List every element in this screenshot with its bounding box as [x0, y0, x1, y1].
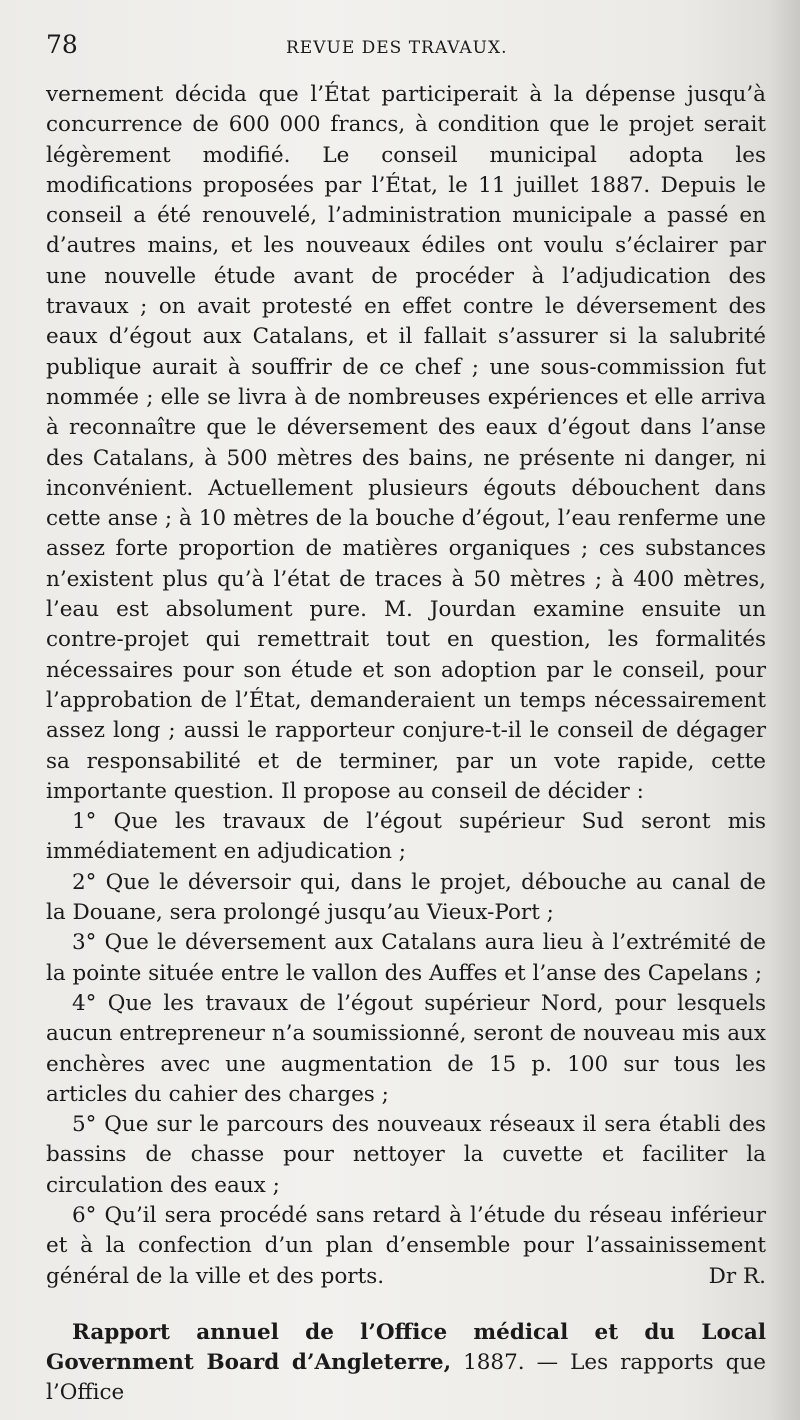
list-item: 2° Que le déversoir qui, dans le projet, débouche au canal de la Douane, sera prolongé jusqu’au Vieux-Port ;	[46, 869, 766, 926]
paragraph: vernement décida que l’État participerait à la dépense jusqu’à concurrence de 600 000 francs, à condition que le projet serait légèrement modifié. Le conseil municipal adopta les modifications proposées par l’État, le 11 juillet 1887. Depuis le conseil a été renouvelé, l’administration municipale a passé en d’autres mains, et les nouveaux édiles ont voulu s’éclairer par une nouvelle étude avant de procéder à l’adjudication des travaux ; on avait protesté en effet contre le déversement des eaux d’égout aux Catalans, et il fallait s’assurer si la salubrité publique aurait à souffrir de ce chef ; une sous-commission fut nommée ; elle se livra à de nombreuses expériences et elle arriva à reconnaître que le déversement des eaux d’égout dans l’anse des Catalans, à 500 mètres des bains, ne présente ni danger, ni inconvénient. Actuellement plusieurs égouts débouchent dans cette anse ; à 10 mètres de la bouche d’égout, l’eau renferme une assez forte proportion de matières organiques ; ces substances n’existent plus qu’à l’état de traces à 50 mètres ; à 400 mètres, l’eau est absolument pure. M. Jourdan examine ensuite un contre-projet qui remettrait tout en question, les formalités nécessaires pour son étude et son adoption par le conseil, pour l’approbation de l’État, demanderaient un temps nécessairement assez long ; aussi le rapporteur conjure-t-il le conseil de dégager sa responsabilité et de terminer, par un vote rapide, cette importante question. Il propose au conseil de décider :	[46, 82, 766, 804]
list-item: 6° Qu’il sera procédé sans retard à l’étude du réseau inférieur et à la confection d’un plan d’ensemble pour l’assainissement général de la ville et des ports.	[46, 1202, 766, 1289]
list-item: 1° Que les travaux de l’égout supérieur Sud seront mis immédiatement en adjudication ;	[46, 809, 766, 865]
signature: Dr R.	[708, 1263, 766, 1289]
page-edge-shadow	[770, 0, 800, 1420]
running-head: REVUE DES TRAVAUX.	[286, 38, 508, 58]
page-number: 78	[46, 30, 78, 59]
section-spacer	[46, 1292, 766, 1318]
list-item: 4° Que les travaux de l’égout supérieur Nord, pour lesquels aucun entrepreneur n’a soumissionné, seront de nouveau mis aux enchères avec une augmentation de 15 p. 100 sur tous les articles du cahier des charges ;	[46, 990, 766, 1107]
body-text	[46, 80, 766, 1409]
section-paragraph	[46, 1318, 766, 1409]
section-text: 1887. — Les rapports que l’Office	[46, 1350, 766, 1406]
page-header	[46, 30, 766, 80]
list-item: 3° Que le déversement aux Catalans aura lieu à l’extrémité de la pointe située entre le vallon des Auffes et l’anse des Capelans ;	[46, 930, 766, 986]
list-item: 5° Que sur le parcours des nouveaux réseaux il sera établi des bassins de chasse pour nettoyer la cuvette et faciliter la circulation des eaux ;	[46, 1112, 766, 1198]
section-title: Rapport annuel de l’Office médical et du Local Government Board d’Angleterre,	[46, 1319, 766, 1376]
